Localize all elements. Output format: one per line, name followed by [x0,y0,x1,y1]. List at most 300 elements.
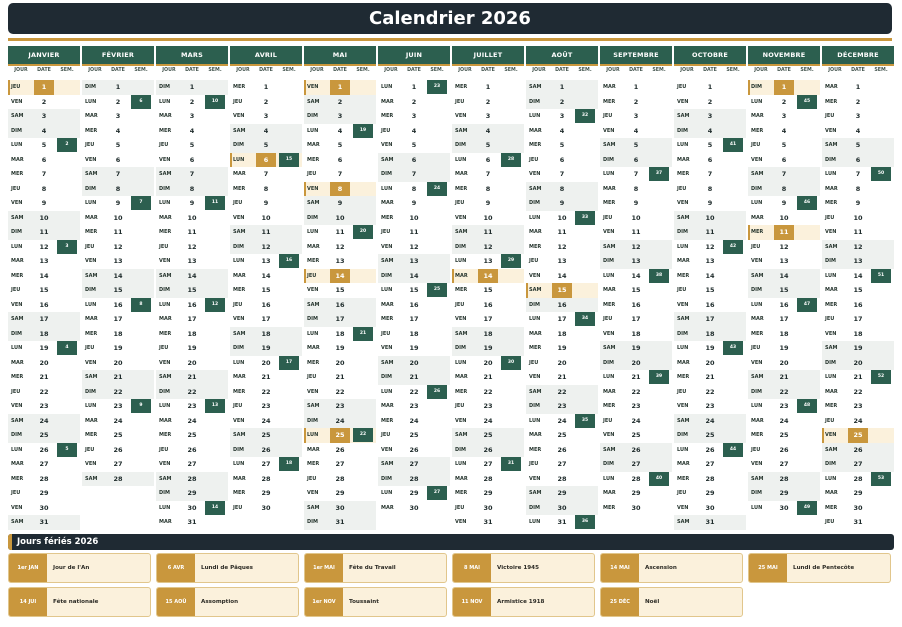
day-row[interactable] [674,457,746,472]
day-row[interactable] [156,370,228,385]
day-row[interactable] [8,167,80,182]
day-row[interactable] [8,138,80,153]
day-row[interactable] [748,196,820,211]
day-row[interactable] [230,312,302,327]
holiday-day-row[interactable] [748,225,820,240]
day-row[interactable] [526,269,598,284]
day-row[interactable] [600,472,672,487]
day-row[interactable] [82,225,154,240]
day-row[interactable] [230,182,302,197]
day-row[interactable] [156,138,228,153]
day-row[interactable] [526,501,598,516]
day-row[interactable] [156,211,228,226]
day-row[interactable] [8,443,80,458]
day-row[interactable] [378,298,450,313]
day-row[interactable] [822,80,894,95]
day-row[interactable] [156,298,228,313]
day-row[interactable] [156,399,228,414]
day-row[interactable] [82,457,154,472]
day-row[interactable] [378,182,450,197]
day-row[interactable] [600,341,672,356]
day-row[interactable] [230,486,302,501]
day-row[interactable] [8,269,80,284]
day-row[interactable] [674,240,746,255]
day-row[interactable] [526,225,598,240]
day-row[interactable] [8,124,80,139]
day-row[interactable] [452,486,524,501]
day-row[interactable] [748,153,820,168]
day-row[interactable] [304,341,376,356]
day-row[interactable] [230,196,302,211]
day-row[interactable] [82,182,154,197]
day-row[interactable] [674,80,746,95]
day-row[interactable] [526,124,598,139]
day-row[interactable] [82,124,154,139]
day-row[interactable] [674,269,746,284]
day-row[interactable] [304,283,376,298]
day-row[interactable] [452,254,524,269]
day-row[interactable] [452,327,524,342]
day-row[interactable] [304,109,376,124]
day-row[interactable] [156,124,228,139]
day-row[interactable] [8,327,80,342]
day-row[interactable] [378,109,450,124]
day-row[interactable] [304,457,376,472]
day-row[interactable] [674,414,746,429]
day-row[interactable] [230,428,302,443]
day-row[interactable] [600,327,672,342]
day-row[interactable] [82,414,154,429]
holiday-day-row[interactable] [822,428,894,443]
day-row[interactable] [304,254,376,269]
day-row[interactable] [378,240,450,255]
day-row[interactable] [378,269,450,284]
day-row[interactable] [526,240,598,255]
day-row[interactable] [600,414,672,429]
day-row[interactable] [822,486,894,501]
day-row[interactable] [452,515,524,530]
day-row[interactable] [748,182,820,197]
day-row[interactable] [822,182,894,197]
day-row[interactable] [822,501,894,516]
day-row[interactable] [748,341,820,356]
day-row[interactable] [304,399,376,414]
day-row[interactable] [452,298,524,313]
day-row[interactable] [304,225,376,240]
day-row[interactable] [82,356,154,371]
day-row[interactable] [304,240,376,255]
day-row[interactable] [526,138,598,153]
day-row[interactable] [230,211,302,226]
day-row[interactable] [230,80,302,95]
day-row[interactable] [526,399,598,414]
day-row[interactable] [674,167,746,182]
day-row[interactable] [674,254,746,269]
day-row[interactable] [674,95,746,110]
day-row[interactable] [822,240,894,255]
day-row[interactable] [8,356,80,371]
day-row[interactable] [8,399,80,414]
day-row[interactable] [526,341,598,356]
day-row[interactable] [452,341,524,356]
day-row[interactable] [526,196,598,211]
day-row[interactable] [452,124,524,139]
day-row[interactable] [600,428,672,443]
day-row[interactable] [378,356,450,371]
day-row[interactable] [600,138,672,153]
day-row[interactable] [674,109,746,124]
day-row[interactable] [8,312,80,327]
day-row[interactable] [230,254,302,269]
day-row[interactable] [674,472,746,487]
day-row[interactable] [600,109,672,124]
day-row[interactable] [526,80,598,95]
day-row[interactable] [8,428,80,443]
day-row[interactable] [304,327,376,342]
day-row[interactable] [8,486,80,501]
day-row[interactable] [156,225,228,240]
day-row[interactable] [230,138,302,153]
day-row[interactable] [748,399,820,414]
holiday-day-row[interactable] [8,80,80,95]
day-row[interactable] [8,472,80,487]
day-row[interactable] [378,95,450,110]
day-row[interactable] [230,399,302,414]
day-row[interactable] [526,443,598,458]
day-row[interactable] [156,95,228,110]
day-row[interactable] [156,515,228,530]
holiday-day-row[interactable] [230,153,302,168]
day-row[interactable] [748,356,820,371]
day-row[interactable] [230,385,302,400]
day-row[interactable] [674,443,746,458]
day-row[interactable] [304,414,376,429]
day-row[interactable] [526,472,598,487]
day-row[interactable] [748,486,820,501]
day-row[interactable] [230,109,302,124]
day-row[interactable] [230,443,302,458]
day-row[interactable] [82,298,154,313]
day-row[interactable] [452,457,524,472]
day-row[interactable] [526,312,598,327]
day-row[interactable] [230,298,302,313]
day-row[interactable] [378,501,450,516]
day-row[interactable] [82,385,154,400]
day-row[interactable] [156,356,228,371]
day-row[interactable] [822,443,894,458]
day-row[interactable] [230,327,302,342]
day-row[interactable] [822,211,894,226]
day-row[interactable] [748,370,820,385]
holiday-day-row[interactable] [748,80,820,95]
day-row[interactable] [526,95,598,110]
day-row[interactable] [82,240,154,255]
day-row[interactable] [452,414,524,429]
day-row[interactable] [600,501,672,516]
day-row[interactable] [748,414,820,429]
day-row[interactable] [748,298,820,313]
day-row[interactable] [378,167,450,182]
day-row[interactable] [600,443,672,458]
day-row[interactable] [82,283,154,298]
day-row[interactable] [600,124,672,139]
day-row[interactable] [304,95,376,110]
day-row[interactable] [674,211,746,226]
day-row[interactable] [156,269,228,284]
day-row[interactable] [82,153,154,168]
day-row[interactable] [822,269,894,284]
day-row[interactable] [526,211,598,226]
day-row[interactable] [674,196,746,211]
day-row[interactable] [230,124,302,139]
day-row[interactable] [600,370,672,385]
day-row[interactable] [452,95,524,110]
day-row[interactable] [82,327,154,342]
day-row[interactable] [822,341,894,356]
day-row[interactable] [452,167,524,182]
holiday-day-row[interactable] [304,80,376,95]
day-row[interactable] [82,341,154,356]
holiday-day-row[interactable] [452,269,524,284]
day-row[interactable] [378,283,450,298]
holiday-day-row[interactable] [526,283,598,298]
day-row[interactable] [378,80,450,95]
day-row[interactable] [452,196,524,211]
day-row[interactable] [822,414,894,429]
day-row[interactable] [526,167,598,182]
day-row[interactable] [600,385,672,400]
day-row[interactable] [674,356,746,371]
day-row[interactable] [378,341,450,356]
day-row[interactable] [304,385,376,400]
day-row[interactable] [748,269,820,284]
day-row[interactable] [748,240,820,255]
day-row[interactable] [8,515,80,530]
day-row[interactable] [156,472,228,487]
day-row[interactable] [600,399,672,414]
day-row[interactable] [156,80,228,95]
day-row[interactable] [230,472,302,487]
day-row[interactable] [674,298,746,313]
day-row[interactable] [8,196,80,211]
day-row[interactable] [452,80,524,95]
day-row[interactable] [230,225,302,240]
day-row[interactable] [452,443,524,458]
day-row[interactable] [674,370,746,385]
day-row[interactable] [378,385,450,400]
day-row[interactable] [156,240,228,255]
day-row[interactable] [304,312,376,327]
day-row[interactable] [822,196,894,211]
day-row[interactable] [8,182,80,197]
day-row[interactable] [8,109,80,124]
day-row[interactable] [674,501,746,516]
day-row[interactable] [452,428,524,443]
day-row[interactable] [304,211,376,226]
day-row[interactable] [452,138,524,153]
day-row[interactable] [748,167,820,182]
day-row[interactable] [378,414,450,429]
day-row[interactable] [378,153,450,168]
day-row[interactable] [378,327,450,342]
day-row[interactable] [156,385,228,400]
day-row[interactable] [822,370,894,385]
day-row[interactable] [600,457,672,472]
day-row[interactable] [230,414,302,429]
day-row[interactable] [674,341,746,356]
day-row[interactable] [748,385,820,400]
day-row[interactable] [378,399,450,414]
day-row[interactable] [452,312,524,327]
day-row[interactable] [82,443,154,458]
day-row[interactable] [822,312,894,327]
day-row[interactable] [304,153,376,168]
day-row[interactable] [82,109,154,124]
day-row[interactable] [822,109,894,124]
day-row[interactable] [452,501,524,516]
day-row[interactable] [156,196,228,211]
day-row[interactable] [600,312,672,327]
day-row[interactable] [8,225,80,240]
day-row[interactable] [378,486,450,501]
day-row[interactable] [822,95,894,110]
day-row[interactable] [748,327,820,342]
day-row[interactable] [822,472,894,487]
day-row[interactable] [748,124,820,139]
day-row[interactable] [8,370,80,385]
day-row[interactable] [156,414,228,429]
day-row[interactable] [526,486,598,501]
day-row[interactable] [600,182,672,197]
day-row[interactable] [452,153,524,168]
day-row[interactable] [8,240,80,255]
day-row[interactable] [452,370,524,385]
day-row[interactable] [230,501,302,516]
day-row[interactable] [748,457,820,472]
day-row[interactable] [600,80,672,95]
day-row[interactable] [822,167,894,182]
day-row[interactable] [230,356,302,371]
day-row[interactable] [230,283,302,298]
day-row[interactable] [526,356,598,371]
day-row[interactable] [304,356,376,371]
day-row[interactable] [156,109,228,124]
day-row[interactable] [674,225,746,240]
day-row[interactable] [526,182,598,197]
day-row[interactable] [452,182,524,197]
day-row[interactable] [452,225,524,240]
day-row[interactable] [452,109,524,124]
day-row[interactable] [600,240,672,255]
day-row[interactable] [526,370,598,385]
day-row[interactable] [600,225,672,240]
day-row[interactable] [600,167,672,182]
day-row[interactable] [304,486,376,501]
day-row[interactable] [378,254,450,269]
day-row[interactable] [378,124,450,139]
day-row[interactable] [600,254,672,269]
day-row[interactable] [526,385,598,400]
day-row[interactable] [526,414,598,429]
day-row[interactable] [378,196,450,211]
day-row[interactable] [156,254,228,269]
day-row[interactable] [748,138,820,153]
day-row[interactable] [822,327,894,342]
day-row[interactable] [674,124,746,139]
day-row[interactable] [82,138,154,153]
day-row[interactable] [600,356,672,371]
day-row[interactable] [230,341,302,356]
day-row[interactable] [822,298,894,313]
day-row[interactable] [674,283,746,298]
day-row[interactable] [230,457,302,472]
day-row[interactable] [8,95,80,110]
day-row[interactable] [452,385,524,400]
day-row[interactable] [674,385,746,400]
day-row[interactable] [526,457,598,472]
day-row[interactable] [156,283,228,298]
day-row[interactable] [748,443,820,458]
day-row[interactable] [600,153,672,168]
day-row[interactable] [600,196,672,211]
day-row[interactable] [304,138,376,153]
day-row[interactable] [748,95,820,110]
day-row[interactable] [674,428,746,443]
day-row[interactable] [600,298,672,313]
day-row[interactable] [156,327,228,342]
day-row[interactable] [748,211,820,226]
day-row[interactable] [600,211,672,226]
holiday-day-row[interactable] [304,428,376,443]
day-row[interactable] [82,312,154,327]
day-row[interactable] [674,138,746,153]
day-row[interactable] [822,283,894,298]
day-row[interactable] [8,341,80,356]
day-row[interactable] [600,486,672,501]
day-row[interactable] [822,457,894,472]
day-row[interactable] [82,196,154,211]
day-row[interactable] [378,428,450,443]
day-row[interactable] [156,312,228,327]
day-row[interactable] [156,182,228,197]
day-row[interactable] [8,414,80,429]
day-row[interactable] [822,254,894,269]
day-row[interactable] [452,399,524,414]
day-row[interactable] [822,356,894,371]
day-row[interactable] [526,153,598,168]
day-row[interactable] [600,95,672,110]
day-row[interactable] [378,211,450,226]
day-row[interactable] [822,124,894,139]
day-row[interactable] [156,153,228,168]
holiday-day-row[interactable] [304,182,376,197]
day-row[interactable] [8,153,80,168]
day-row[interactable] [748,109,820,124]
day-row[interactable] [674,515,746,530]
day-row[interactable] [304,167,376,182]
day-row[interactable] [526,254,598,269]
day-row[interactable] [230,167,302,182]
day-row[interactable] [8,457,80,472]
day-row[interactable] [748,472,820,487]
day-row[interactable] [378,312,450,327]
day-row[interactable] [526,515,598,530]
day-row[interactable] [378,225,450,240]
day-row[interactable] [822,225,894,240]
day-row[interactable] [674,327,746,342]
day-row[interactable] [378,138,450,153]
day-row[interactable] [304,501,376,516]
